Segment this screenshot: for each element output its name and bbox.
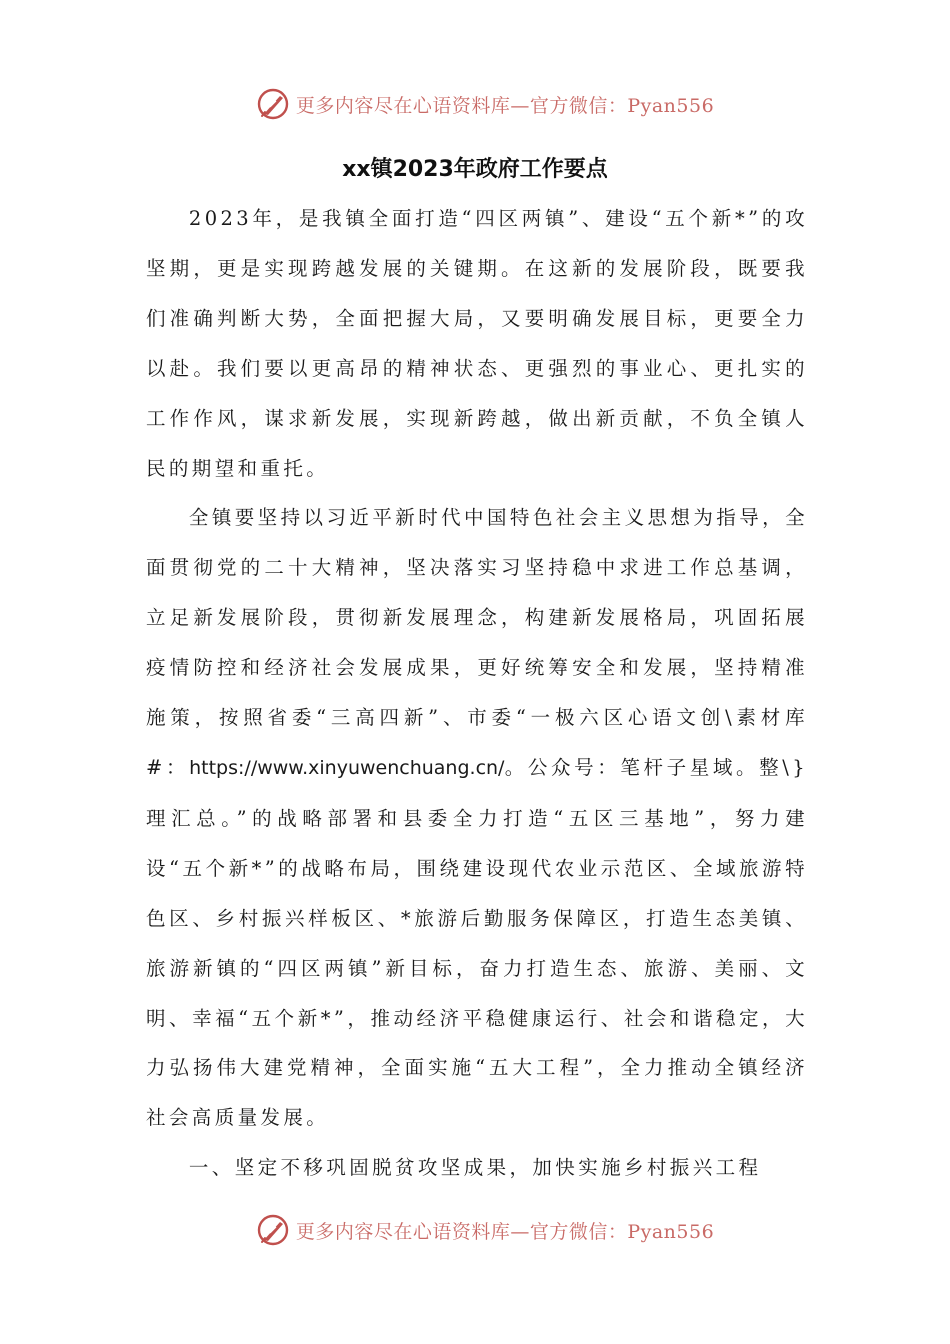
footer-banner: [0, 1210, 950, 1250]
banner-text: 更多内容尽在心语资料库—官方微信：Pyan556: [295, 1220, 715, 1243]
website-link[interactable]: https://www.xinyuwenchuang.cn/: [189, 756, 505, 779]
paragraph-intro: 2023年，是我镇全面打造“四区两镇”、建设“五个新*”的攻坚期，更是实现跨越发展的关键期。在这新的发展阶段，既要我们准确判断大势，全面把握大局，又要明确发展目标，更要全力以赴。我们要以更高昂的精神状态、更强烈的事业心、更扎实的工作作风，谋求新发展，实现新跨越，做出新贡献，不负全镇人民的期望和重托。: [146, 207, 808, 480]
paragraph-guidance-text-a: 全镇要坚持以习近平新时代中国特色社会主义思想为指导，全面贯彻党的二十大精神，坚决落实习坚持稳中求进工作总基调，立足新发展阶段，贯彻新发展理念，构建新发展格局，巩固拓展疫情防控和经济社会发展成果，更好统筹安全和发展，坚持精准施策，按照省委“三高四新”、市委“一极六区心语文创\素材库#：: [146, 506, 808, 779]
quill-pen-seal-icon: [256, 1213, 290, 1247]
section-heading: 一、坚定不移巩固脱贫攻坚成果，加快实施乡村振兴工程: [188, 1156, 762, 1180]
banner-text: 更多内容尽在心语资料库—官方微信：Pyan556: [295, 94, 715, 117]
document-body: [146, 194, 808, 1193]
document-title: xx镇2023年政府工作要点: [342, 157, 608, 182]
paragraph-guidance-text-b: 。公众号：笔杆子星域。整\}理汇总。”的战略部署和县委全力打造“五区三基地”，努力建设“五个新*”的战略布局，围绕建设现代农业示范区、全域旅游特色区、乡村振兴样板区、*旅游后勤服务保障区，打造生态美镇、旅游新镇的“四区两镇”新目标，奋力打造生态、旅游、美丽、文明、幸福“五个新*”，推动经济平稳健康运行、社会和谐稳定，大力弘扬伟大建党精神，全面实施“五大工程”，全力推动全镇经济社会高质量发展。: [146, 755, 809, 1130]
header-banner: [0, 84, 950, 124]
paragraph-guidance: [146, 493, 808, 1143]
quill-pen-seal-icon: [256, 87, 290, 121]
